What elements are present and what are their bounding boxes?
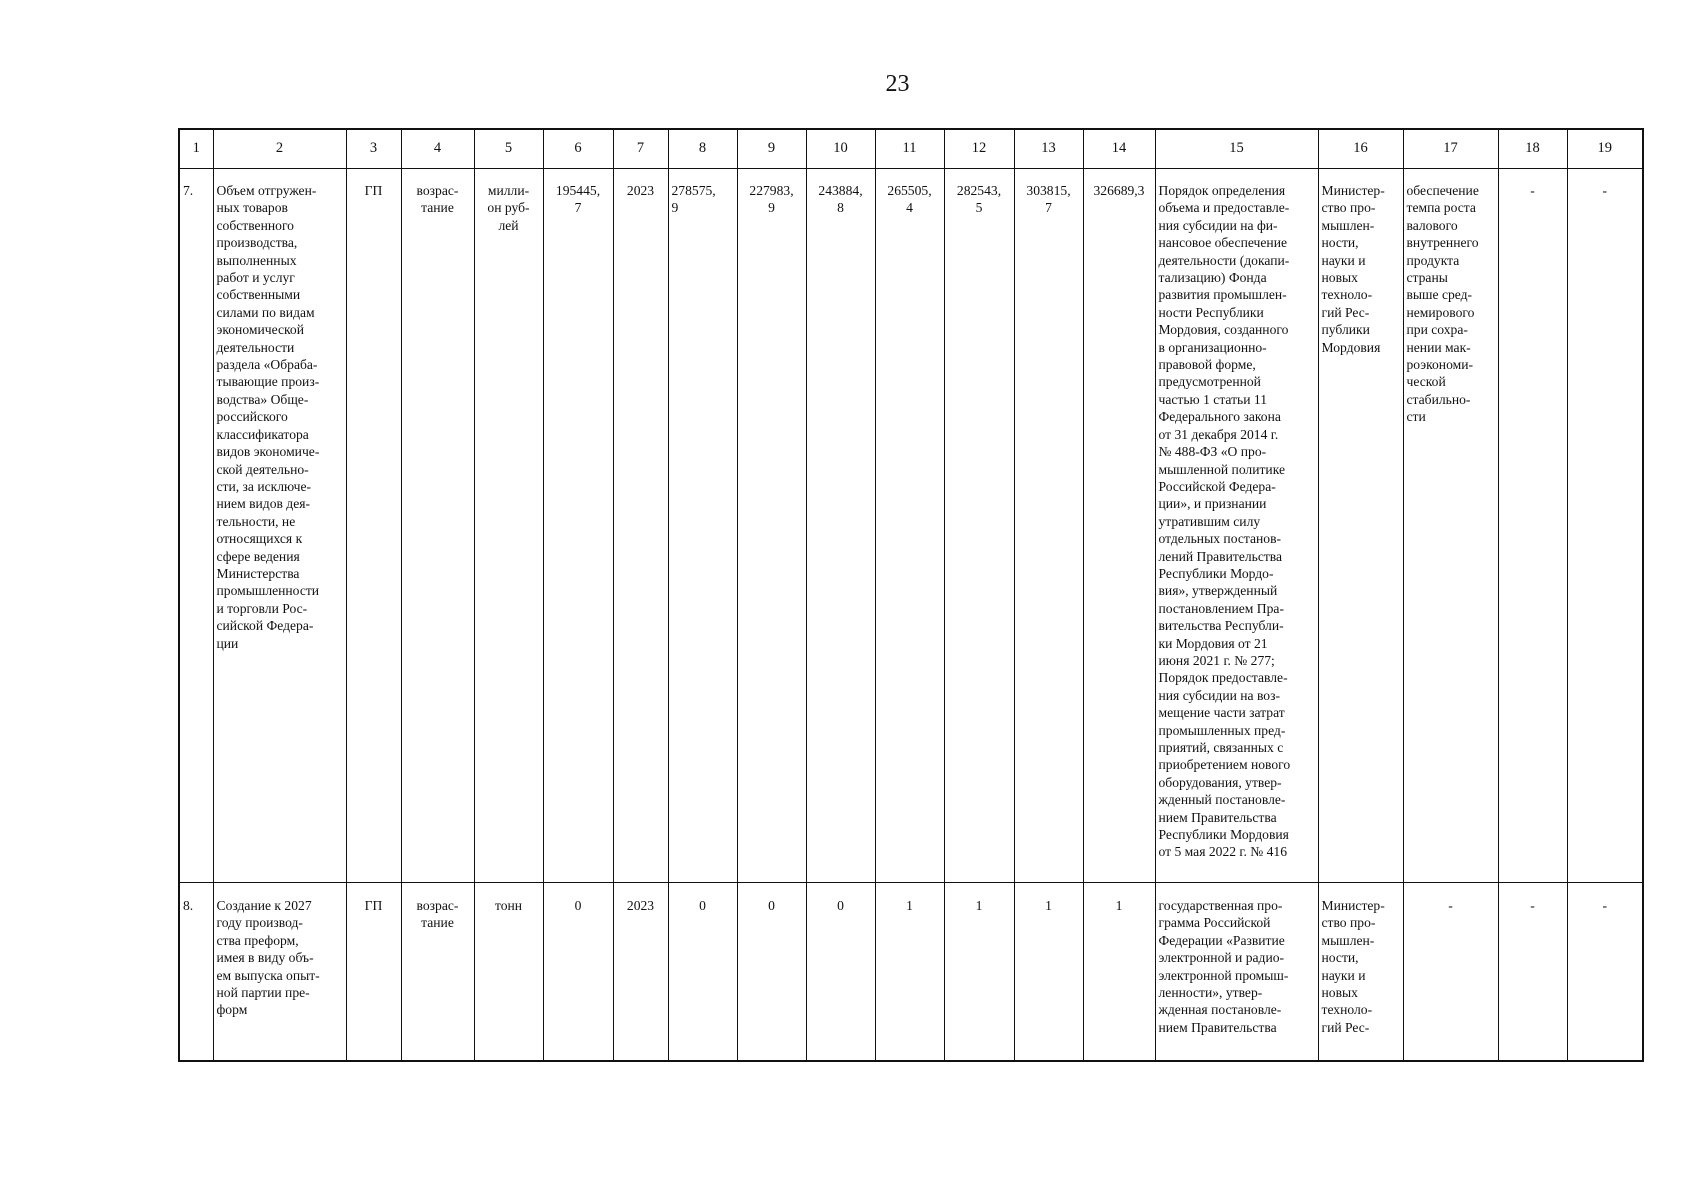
column-19-cell: - (1567, 883, 1643, 1062)
column-header: 13 (1014, 129, 1083, 169)
indicator-name: Создание к 2027 году производ- ства преформ, имея в виду объ- ем выпуска опыт- ной партии пре- форм (213, 883, 346, 1062)
page-number: 23 (885, 71, 910, 97)
goal-link: обеспечение темпа роста валового внутреннего продукта страны выше сред- немирового при сохра- нении мак- роэкономи- ческой стабильно- сти (1403, 169, 1498, 883)
indicators-table (178, 128, 1644, 1062)
base-value: 0 (543, 883, 613, 1062)
base-value: 195445, 7 (543, 169, 613, 883)
table-row (179, 883, 1643, 1062)
value-cell: 282543, 5 (944, 169, 1014, 883)
indicator-name: Объем отгружен- ных товаров собственного производства, выполненных работ и услуг собственными силами по видам экономической деятельности раздела «Обраба- тывающие произ- водства» Обще- российского классификатора видов экономиче- ской деятельно- сти, за исключе- нием видов дея- тельности, не относящихся к сфере ведения Министерства промышленности и торговли Рос- сийской Федера- ции (213, 169, 346, 883)
column-header: 5 (474, 129, 543, 169)
value-cell: 303815, 7 (1014, 169, 1083, 883)
column-header: 7 (613, 129, 668, 169)
indicator-level: ГП (346, 883, 401, 1062)
column-header: 4 (401, 129, 474, 169)
column-18-cell: - (1498, 883, 1567, 1062)
column-header: 2 (213, 129, 346, 169)
indicator-trend: возрас- тание (401, 883, 474, 1062)
regulatory-document: государственная про- грамма Российской Федерации «Развитие электронной и радио- электронной промыш- ленности», утвер- жденная постановле- нием Правительства (1155, 883, 1318, 1062)
responsible-body: Министер- ство про- мышлен- ности, науки и новых техноло- гий Рес- публики Мордовия (1318, 169, 1403, 883)
base-year: 2023 (613, 169, 668, 883)
indicator-trend: возрас- тание (401, 169, 474, 883)
column-18-cell: - (1498, 169, 1567, 883)
responsible-body: Министер- ство про- мышлен- ности, науки и новых техноло- гий Рес- (1318, 883, 1403, 1062)
indicator-unit: тонн (474, 883, 543, 1062)
column-header: 9 (737, 129, 806, 169)
value-cell: 278575, 9 (668, 169, 737, 883)
indicator-level: ГП (346, 169, 401, 883)
column-header: 3 (346, 129, 401, 169)
value-cell: 1 (1014, 883, 1083, 1062)
base-year: 2023 (613, 883, 668, 1062)
regulatory-document: Порядок определения объема и предоставле- ния субсидии на фи- нансовое обеспечение деятельности (докапи- тализацию) Фонда развития промышлен- ности Республики Мордовия, созданного в организационно- правовой форме, предусмотренной частью 1 статьи 11 Федерального закона от 31 декабря 2014 г. № 488-ФЗ «О про- мышленной политике Российской Федера- ции», и признании утратившим силу отдельных постанов- лений Правительства Республики Мордо- вия», утвержденный постановлением Пра- вительства Республи- ки Мордовия от 21 июня 2021 г. № 277; Порядок предоставле- ния субсидии на воз- мещение части затрат промышленных пред- приятий, связанных с приобретением нового оборудования, утвер- жденный постановле- нием Правительства Республики Мордовия от 5 мая 2022 г. № 416 (1155, 169, 1318, 883)
column-header: 14 (1083, 129, 1155, 169)
value-cell: 227983, 9 (737, 169, 806, 883)
value-cell: 0 (668, 883, 737, 1062)
indicator-unit: милли- он руб- лей (474, 169, 543, 883)
column-header: 10 (806, 129, 875, 169)
value-cell: 1 (944, 883, 1014, 1062)
goal-link: - (1403, 883, 1498, 1062)
column-header: 1 (179, 129, 213, 169)
column-header: 12 (944, 129, 1014, 169)
column-header: 11 (875, 129, 944, 169)
value-cell: 265505, 4 (875, 169, 944, 883)
column-header: 8 (668, 129, 737, 169)
column-header: 6 (543, 129, 613, 169)
header-row (179, 129, 1643, 169)
column-header: 16 (1318, 129, 1403, 169)
value-cell: 326689,3 (1083, 169, 1155, 883)
column-header: 17 (1403, 129, 1498, 169)
column-header: 15 (1155, 129, 1318, 169)
row-number: 8. (179, 883, 213, 1062)
value-cell: 1 (875, 883, 944, 1062)
column-header: 18 (1498, 129, 1567, 169)
value-cell: 243884, 8 (806, 169, 875, 883)
value-cell: 0 (806, 883, 875, 1062)
value-cell: 1 (1083, 883, 1155, 1062)
value-cell: 0 (737, 883, 806, 1062)
table-row (179, 169, 1643, 883)
row-number: 7. (179, 169, 213, 883)
column-19-cell: - (1567, 169, 1643, 883)
column-header: 19 (1567, 129, 1643, 169)
